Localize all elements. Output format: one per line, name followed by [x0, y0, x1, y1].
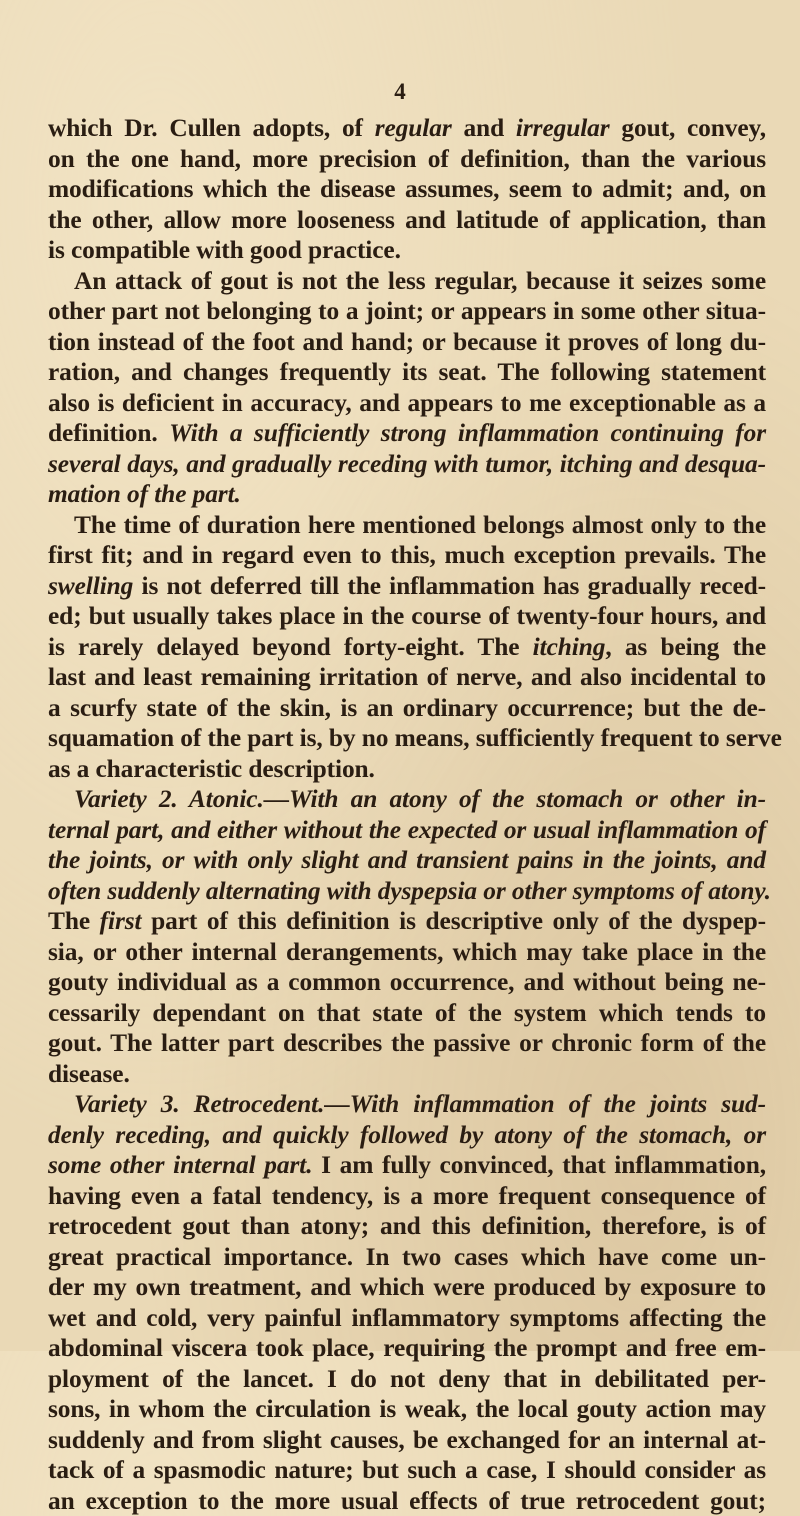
text-line [48, 1181, 766, 1212]
text-line [48, 876, 766, 907]
italic-text: mation of the part. [48, 480, 241, 508]
text-line [48, 1333, 766, 1364]
text-line [48, 418, 766, 449]
italic-text: Variety 2. Atonic.—With an atony of the stomach or other in- [74, 785, 766, 813]
text-segment: last and least remaining irritation of nerve, and also incidental to [48, 663, 766, 691]
text-segment: I am fully convinced, that inflammation, [312, 1151, 766, 1179]
text-line [48, 388, 766, 419]
text-line [48, 723, 766, 754]
text-segment: tack of a spasmodic nature; but such a case, I should consider as [48, 1456, 766, 1484]
italic-text: some other internal part. [48, 1151, 312, 1179]
text-line [48, 1394, 766, 1425]
italic-text: regular [375, 114, 452, 142]
text-line [48, 235, 766, 266]
text-segment: cessarily dependant on that state of the system which tends to [48, 999, 766, 1027]
text-segment: other part not belonging to a joint; or appears in some other situa- [48, 297, 766, 325]
text-line [48, 1303, 766, 1334]
text-line [48, 1059, 766, 1090]
text-line [48, 479, 766, 510]
text-segment: wet and cold, very painful inflammatory symptoms affecting the [48, 1304, 766, 1332]
text-segment: and [452, 114, 516, 142]
text-segment: ployment of the lancet. I do not deny that in debilitated per- [48, 1365, 766, 1393]
italic-text: several days, and gradually receding with tumor, itching and desqua- [48, 450, 766, 478]
italic-text: irregular [516, 114, 610, 142]
text-line [48, 1425, 766, 1456]
text-segment: suddenly and from slight causes, be exchanged for an internal at- [48, 1426, 766, 1454]
text-segment: which Dr. Cullen adopts, of [48, 114, 375, 142]
text-segment: ed; but usually takes place in the course of twenty-four hours, and [48, 602, 766, 630]
italic-text: denly receding, and quickly followed by atony of the stomach, or [48, 1121, 766, 1149]
text-line [48, 754, 766, 785]
text-segment: gout, convey, [610, 114, 766, 142]
italic-text: itching [533, 633, 606, 661]
text-segment: sia, or other internal derangements, which may take place in the [48, 938, 766, 966]
text-segment: modifications which the disease assumes, seem to admit; and, on [48, 175, 766, 203]
text-line [48, 784, 766, 815]
text-line [48, 1242, 766, 1273]
text-segment: a scurfy state of the skin, is an ordinary occurrence; but the de- [48, 694, 766, 722]
text-segment: is rarely delayed beyond forty-eight. The [48, 633, 533, 661]
text-line [48, 998, 766, 1029]
italic-text: the joints, or with only slight and transient pains in the joints, and [48, 846, 766, 874]
text-segment: abdominal viscera took place, requiring the prompt and free em- [48, 1334, 766, 1362]
text-line [48, 1028, 766, 1059]
text-segment: The [48, 907, 100, 935]
text-segment: an exception to the more usual effects of true retrocedent gout; [48, 1487, 766, 1515]
text-line [48, 845, 766, 876]
text-segment: squamation of the part is, by no means, sufficiently frequent to serve [48, 724, 782, 752]
body-text [48, 113, 766, 1516]
text-line [48, 510, 766, 541]
text-line [48, 601, 766, 632]
text-segment: disease. [48, 1060, 130, 1088]
italic-text: Variety 3. Retrocedent.—With inflammation of the joints sud- [74, 1090, 766, 1118]
text-line [48, 357, 766, 388]
italic-text: first [100, 907, 142, 935]
text-line [48, 937, 766, 968]
text-segment: is compatible with good practice. [48, 236, 401, 264]
text-segment: ration, and changes frequently its seat. The following statement [48, 358, 766, 386]
text-segment: having even a fatal tendency, is a more frequent consequence of [48, 1182, 766, 1210]
text-segment: An attack of gout is not the less regular, because it seizes some [74, 267, 766, 295]
text-segment: great practical importance. In two cases which have come un- [48, 1243, 766, 1271]
text-line [48, 449, 766, 480]
text-segment: definition. [48, 419, 169, 447]
italic-text: ternal part, and either without the expected or usual inflammation of [48, 816, 766, 844]
text-segment: gouty individual as a common occurrence, and without being ne- [48, 968, 766, 996]
text-line [48, 113, 766, 144]
text-line [48, 1486, 766, 1516]
italic-text: often suddenly alternating with dyspepsia or other symptoms of atony. [48, 877, 771, 905]
text-line [48, 205, 766, 236]
text-line [48, 296, 766, 327]
text-line [48, 662, 766, 693]
text-segment: tion instead of the foot and hand; or because it proves of long du- [48, 328, 766, 356]
text-segment: is not deferred till the inflammation has gradually reced- [133, 572, 766, 600]
text-line [48, 967, 766, 998]
text-line [48, 1455, 766, 1486]
text-line [48, 815, 766, 846]
text-segment: sons, in whom the circulation is weak, the local gouty action may [48, 1395, 766, 1423]
text-line [48, 693, 766, 724]
text-segment: gout. The latter part describes the passive or chronic form of the [48, 1029, 766, 1057]
text-line [48, 327, 766, 358]
text-line [48, 540, 766, 571]
text-segment: first fit; and in regard even to this, much exception prevails. The [48, 541, 766, 569]
page-number: 4 [0, 80, 800, 103]
text-line [48, 144, 766, 175]
text-segment: also is deficient in accuracy, and appears to me exceptionable as a [48, 389, 766, 417]
italic-text: With a sufficiently strong inflammation continuing for [169, 419, 766, 447]
text-line [48, 1150, 766, 1181]
text-line [48, 906, 766, 937]
text-segment: The time of duration here mentioned belongs almost only to the [74, 511, 766, 539]
text-line [48, 266, 766, 297]
text-segment: the other, allow more looseness and latitude of application, than [48, 206, 766, 234]
text-line [48, 1364, 766, 1395]
text-line [48, 1120, 766, 1151]
text-line [48, 571, 766, 602]
text-segment: , as being the [605, 633, 766, 661]
text-line [48, 1089, 766, 1120]
text-line [48, 1272, 766, 1303]
text-segment: on the one hand, more precision of definition, than the various [48, 145, 766, 173]
text-segment: retrocedent gout than atony; and this definition, therefore, is of [48, 1212, 766, 1240]
text-segment: der my own treatment, and which were produced by exposure to [48, 1273, 766, 1301]
text-segment: part of this definition is descriptive only of the dyspep- [141, 907, 766, 935]
text-line [48, 1211, 766, 1242]
text-segment: as a characteristic description. [48, 755, 375, 783]
text-line [48, 632, 766, 663]
text-line [48, 174, 766, 205]
italic-text: swelling [48, 572, 133, 600]
